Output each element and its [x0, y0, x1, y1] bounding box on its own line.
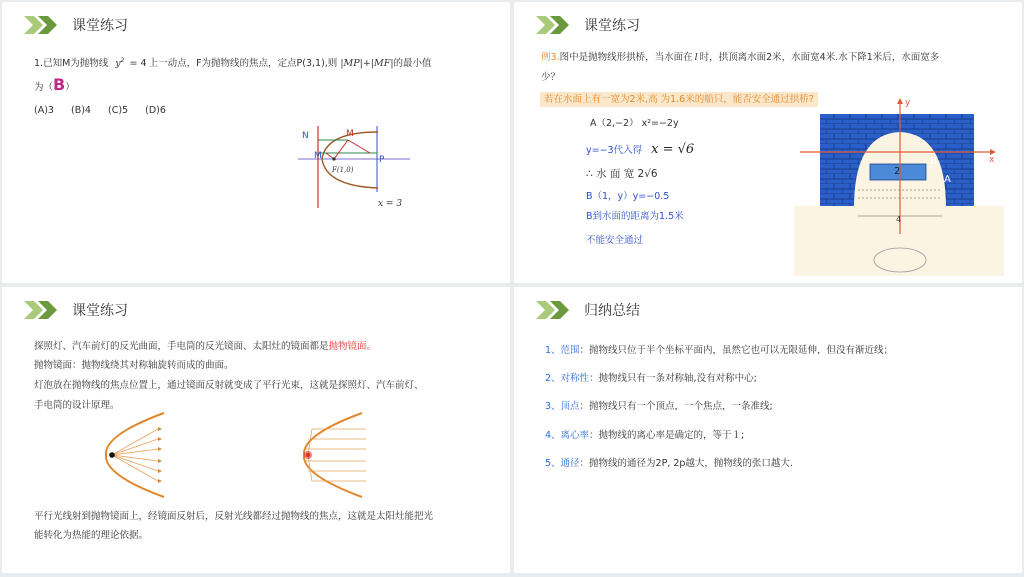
summary-item [545, 398, 773, 416]
bulb-focus [109, 452, 115, 458]
example-text: 图中是抛物线形拱桥，当水面在 [559, 52, 693, 63]
summary-item [545, 370, 757, 388]
summary-label: 3、顶点 [545, 401, 580, 412]
question-text-2: 上一动点，F为抛物线的焦点，定点P(3,1),则 [148, 58, 338, 70]
text-line-5: 平行光线射到抛物镜面上，经镜面反射后，反射光线都经过抛物线的焦点，这就是太阳灶能把光 [34, 511, 434, 522]
panel-exercise-3 [2, 287, 510, 573]
options-row [34, 102, 166, 120]
step-3: ∴ 水 面 宽 2√6 [586, 168, 658, 180]
panel-title: 课堂练习 [584, 18, 640, 34]
double-chevron-icon [536, 301, 574, 319]
label-p: P [379, 155, 385, 165]
panel-header [24, 299, 128, 321]
summary-text: ：抛物线的通径为2P, 2p越大，抛物线的张口越大. [579, 458, 793, 469]
summary-label: 2、对称性 [545, 373, 590, 384]
panel-header [536, 14, 640, 36]
step-2-text: y=−3代入得 [586, 145, 643, 156]
equation-var: y [115, 58, 121, 70]
text-line-1 [34, 338, 376, 356]
y-axis-arrow [897, 98, 903, 104]
question-text: 1.已知M为抛物线 [34, 58, 109, 70]
step-2 [586, 141, 694, 160]
label-4: 4 [896, 215, 902, 224]
label-a: A [944, 174, 951, 185]
example-line-1 [541, 49, 939, 67]
label-m-top: M [346, 129, 354, 139]
summary-item [545, 455, 793, 473]
panel-title: 课堂练习 [72, 303, 128, 319]
step-6: 不能安全通过 [586, 235, 644, 246]
text-line-3: 灯泡放在抛物线的焦点位置上，通过镜面反射就变成了平行光束，这就是探照灯、汽车前灯、 [34, 380, 424, 391]
answer-suffix: ） [65, 82, 75, 93]
summary-label: 5、通径 [545, 458, 580, 469]
l-variable: l [694, 52, 698, 63]
sun-focus [306, 453, 310, 457]
question-text-3: 的最小值 [393, 58, 432, 70]
label-x3: x = 3 [378, 199, 403, 209]
panel-title: 归纳总结 [584, 303, 640, 319]
text-line-6: 能转化为热能的理论依据。 [34, 530, 149, 541]
question-line [34, 52, 432, 73]
highlight-question [540, 91, 818, 109]
summary-item [545, 342, 893, 360]
reflector-curve [304, 413, 362, 497]
equation-rest: = 4 [129, 58, 147, 70]
example-line-2: 少？ [541, 72, 561, 83]
summary-label: 1、范围 [545, 345, 580, 356]
abs-expression: |MP|+|MF| [340, 58, 394, 70]
double-chevron-icon [24, 301, 62, 319]
panel-summary [514, 287, 1022, 573]
step-2-formula: x = √6 [651, 142, 695, 157]
summary-label: 4、离心率 [545, 430, 590, 441]
label-n: N [302, 131, 309, 141]
step-4: B（1，y）y=−0.5 [586, 191, 670, 202]
reflector-figure-1 [98, 409, 178, 501]
equation-exponent: 2 [120, 57, 125, 64]
text-line-2: 抛物镜面：抛物线绕其对称轴旋转而成的曲面。 [34, 360, 234, 371]
summary-text: ：抛物线只有一个顶点，一个焦点，一条准线; [579, 401, 773, 412]
panel-exercise-2 [514, 2, 1022, 283]
answer-value: B [53, 75, 66, 94]
reflector-figure-2 [296, 409, 376, 501]
summary-text: ：抛物线只有一条对称轴,没有对称中心; [589, 373, 757, 384]
label-y: y [905, 98, 911, 108]
example-label: 例3. [541, 52, 560, 63]
option-c: (C)5 [108, 105, 129, 116]
label-b: B [930, 156, 937, 167]
line-1-text: 探照灯、汽车前灯的反光曲面，手电筒的反光镜面、太阳灶的镜面都是 [34, 341, 329, 352]
summary-text: ：抛物线的离心率是确定的，等于１; [589, 430, 745, 441]
text-line-4: 手电筒的设计原理。 [34, 400, 120, 411]
double-chevron-icon [536, 16, 574, 34]
segment-mp2 [348, 140, 370, 153]
double-chevron-icon [24, 16, 62, 34]
arch-bridge-figure [794, 94, 1004, 276]
step-5: B到水面的距离为1.5米 [586, 211, 684, 222]
step-1: A（2,−2） x²=−2y [590, 118, 679, 129]
segment-mf [334, 140, 348, 159]
parabola-figure-1 [296, 122, 416, 212]
label-focus: F(1,0) [332, 166, 354, 174]
answer-prefix: 为（ [34, 82, 54, 93]
panel-exercise-1 [2, 2, 510, 283]
option-a: (A)3 [34, 105, 54, 116]
example-text-2: 时，拱顶离水面2米，水面宽4米.水下降1米后，水面宽多 [699, 52, 940, 63]
focus-point [332, 157, 335, 160]
label-m-left: M [314, 151, 322, 161]
answer-line [34, 76, 75, 97]
panel-header [536, 299, 640, 321]
label-x: x [989, 155, 995, 165]
highlight-text: 若在水面上有一宽为2米,高 为1.6米的船只，能否安全通过拱桥? [540, 92, 818, 107]
line-1-term: 抛物镜面。 [328, 341, 377, 352]
option-b: (B)4 [71, 105, 91, 116]
panel-title: 课堂练习 [72, 18, 128, 34]
label-2: 2 [894, 166, 901, 177]
option-d: (D)6 [145, 105, 166, 116]
summary-item [545, 427, 744, 445]
panel-header [24, 14, 128, 36]
summary-text: ：抛物线只位于半个坐标平面内，虽然它也可以无限延伸，但没有渐近线； [579, 345, 894, 356]
